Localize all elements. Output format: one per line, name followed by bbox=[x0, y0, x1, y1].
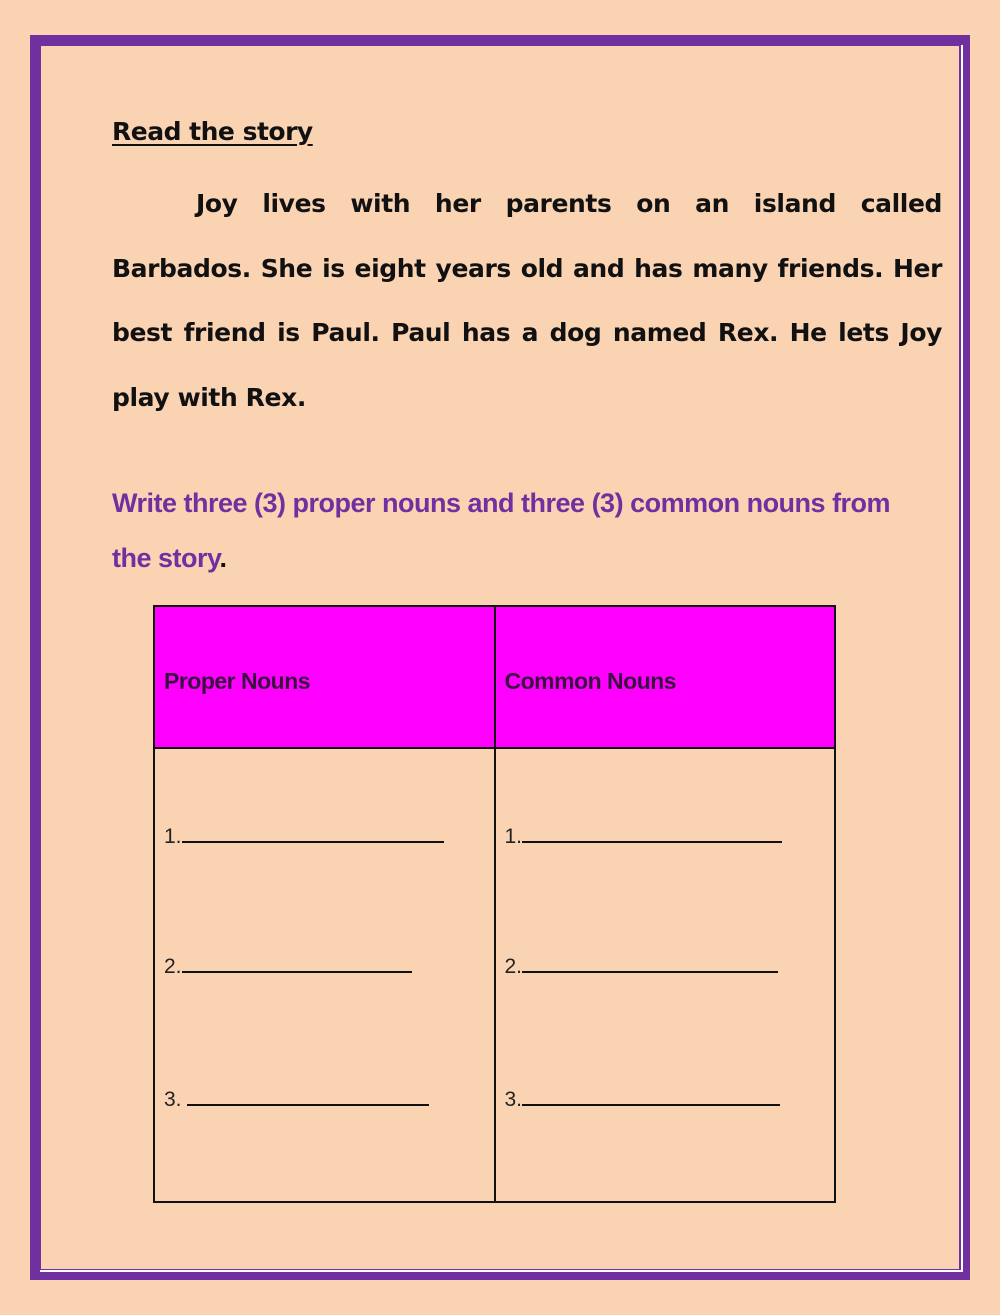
proper-nouns-cell bbox=[154, 748, 495, 1202]
story-text: Joy lives with her parents on an island called Barbados. She is eight years old and has many friends. Her best friend is Paul. Paul has a dog named Rex. He lets Joy play with Rex. bbox=[112, 189, 942, 412]
answer-number: 1. bbox=[164, 825, 182, 848]
answer-blank[interactable] bbox=[522, 1082, 780, 1106]
proper-answer-1[interactable] bbox=[164, 819, 444, 849]
answer-number: 3. bbox=[164, 1088, 188, 1111]
proper-nouns-header: Proper Nouns bbox=[154, 606, 495, 748]
instruction-body: Write three (3) proper nouns and three (3) common nouns from the story bbox=[112, 488, 891, 573]
proper-answer-3[interactable] bbox=[164, 1082, 429, 1112]
answer-blank[interactable] bbox=[182, 819, 444, 843]
answer-number: 3. bbox=[504, 1088, 523, 1111]
common-nouns-header: Common Nouns bbox=[495, 606, 836, 748]
answer-blank[interactable] bbox=[522, 949, 778, 973]
story-heading: Read the story bbox=[112, 117, 313, 146]
answer-blank[interactable] bbox=[182, 949, 412, 973]
common-answer-3[interactable] bbox=[505, 1082, 781, 1112]
nouns-table bbox=[153, 605, 836, 1203]
answer-number: 2. bbox=[164, 955, 182, 978]
answer-blank[interactable] bbox=[522, 819, 782, 843]
common-answer-2[interactable] bbox=[505, 949, 779, 979]
answer-number: 1. bbox=[504, 825, 523, 848]
instruction-period: . bbox=[219, 543, 227, 573]
answer-blank[interactable] bbox=[187, 1082, 429, 1106]
common-answer-1[interactable] bbox=[505, 819, 783, 849]
common-nouns-cell bbox=[495, 748, 836, 1202]
answer-number: 2. bbox=[504, 955, 523, 978]
instruction-text bbox=[112, 476, 912, 586]
proper-answer-2[interactable] bbox=[164, 949, 412, 979]
